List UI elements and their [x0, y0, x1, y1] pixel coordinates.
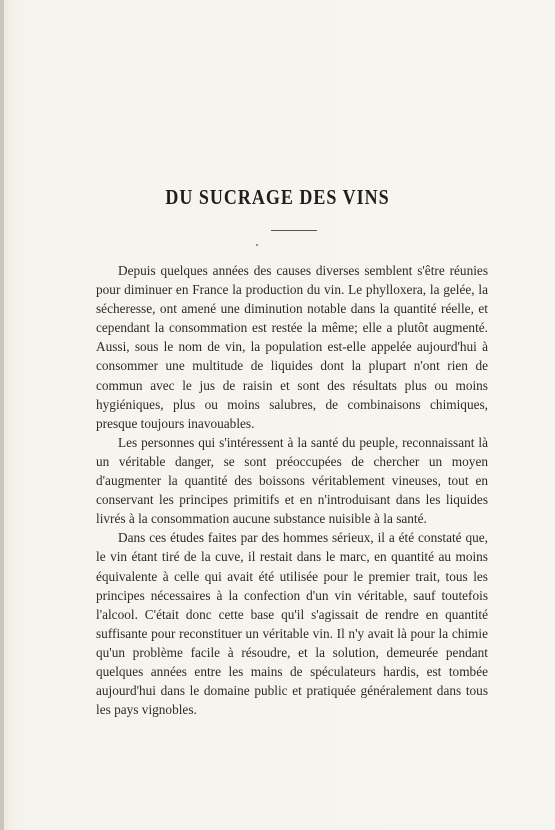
body-text: [96, 261, 488, 719]
ornament-dot: [256, 244, 258, 246]
title-divider: [271, 230, 317, 231]
page-binding-edge: [0, 0, 4, 830]
paragraph-1: Depuis quelques années des causes diverses semblent s'être réunies pour diminuer en France la production du vin. Le phylloxera, la gelée, la sécheresse, ont amené une diminution notable dans la quantité réelle, et cependant la consommation est restée la même; elle a plutôt augmenté. Aussi, sous le nom de vin, la population est-elle appelée aujourd'hui à consommer une multitude de liquides dont la plupart n'ont rien de commun avec le jus de raisin et sont des résultats plus ou moins hygiéniques, plus ou moins salubres, de combinaisons chimiques, presque toujours inavouables.: [96, 263, 488, 431]
page-title: DU SUCRAGE DES VINS: [165, 185, 390, 209]
paragraph-3: Dans ces études faites par des hommes sérieux, il a été constaté que, le vin étant tiré de la cuve, il restait dans le marc, en quantité au moins équivalente à celle qui avait été utilisée pour le premier trait, tous les principes nécessaires à la confection d'un vin véritable, sauf toutefois l'alcool. C'était donc cette base qu'il s'agissait de rendre en quantité suffisante pour reconstituer un véritable vin. Il n'y avait là pour la chimie qu'un problème facile à résoudre, et la solution, demeurée pendant quelques années entre les mains de spéculateurs hardis, est tombée aujourd'hui dans le domaine public et pratiquée généralement dans tous les pays vignobles.: [96, 530, 488, 718]
paragraph-2: Les personnes qui s'intéressent à la santé du peuple, reconnaissant là un véritable danger, se sont préoccupées de chercher un moyen d'augmenter la quantité des boissons véritablement vineuses, tout en conservant les principes primitifs et en n'introduisant dans les liquides livrés à la consommation aucune substance nuisible à la santé.: [96, 434, 488, 527]
